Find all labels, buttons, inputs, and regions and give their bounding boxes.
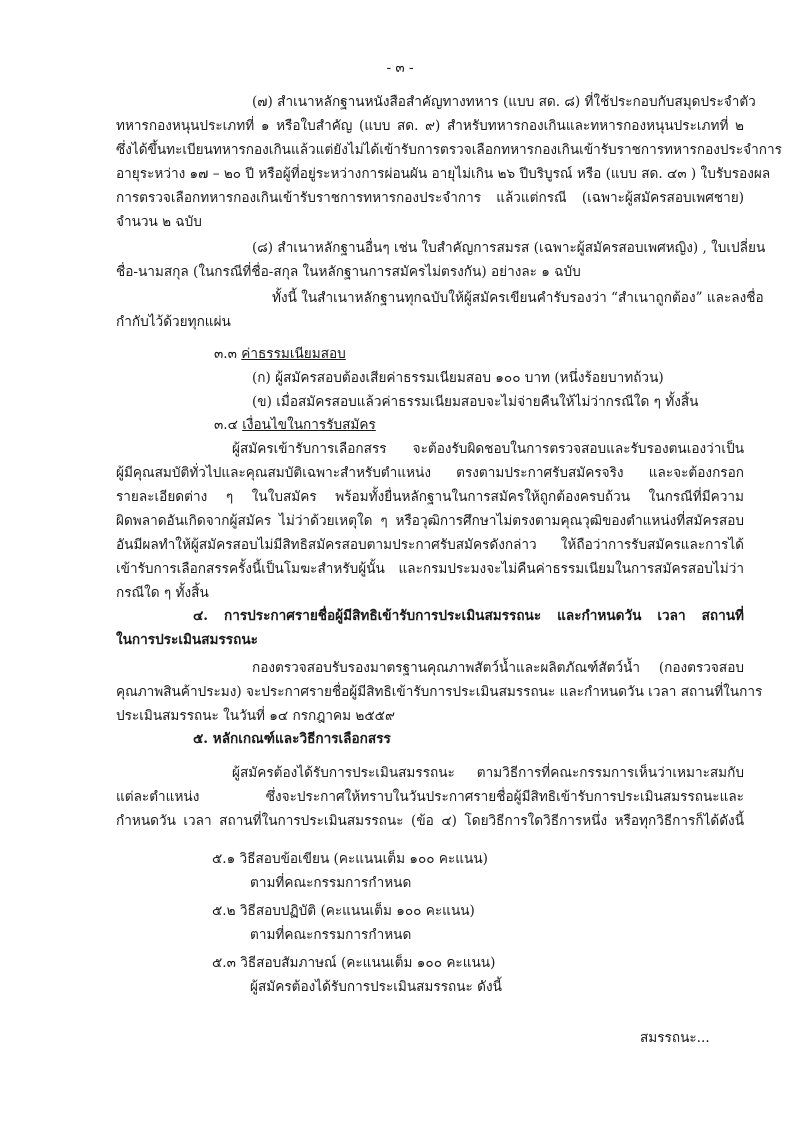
conditions-line-7: กรณีใด ๆ ทั้งสิ้น — [116, 585, 209, 601]
section-3-3-heading — [214, 342, 346, 366]
section-4-heading-line-2: ในการประเมินสมรรถนะ — [116, 632, 258, 648]
section-3-4-title: เงื่อนไขในการรับสมัคร — [242, 417, 376, 433]
conditions-line-3: รายละเอียดต่าง ๆ ในใบสมัคร พร้อมทั้งยื่นหลักฐานในการสมัครให้ถูกต้องครบถ้วน ในกรณีที่มีความ — [116, 489, 744, 505]
section-5-line-3: กำหนดวัน เวลา สถานที่ในการประเมินสมรรถนะ (ข้อ ๔) โดยวิธีการใดวิธีการหนึ่ง หรือทุกวิธีการก็ได้ดังนี้ — [116, 813, 744, 829]
section-4-line-2: คุณภาพสินค้าประมง) จะประกาศรายชื่อผู้มีสิทธิเข้ารับการประเมินสมรรถนะ และกำหนดวัน เวลา สถานที่ในการ — [116, 684, 763, 700]
method-5-3-title: ๕.๓ วิธีสอบสัมภาษณ์ (คะแนนเต็ม ๑๐๐ คะแนน) — [212, 955, 496, 971]
section-4-heading-line-1: ๔. การประกาศรายชื่อผู้มีสิทธิเข้ารับการประเมินสมรรถนะ และกำหนดวัน เวลา สถานที่ — [193, 608, 744, 624]
page-number: - ๓ - — [386, 60, 414, 76]
fee-item-a: (ก) ผู้สมัครสอบต้องเสียค่าธรรมเนียมสอบ ๑๐๐ บาท (หนึ่งร้อยบาทถ้วน) — [252, 370, 664, 386]
section-4-line-1: กองตรวจสอบรับรองมาตรฐานคุณภาพสัตว์น้ำและผลิตภัณฑ์สัตว์น้ำ (กองตรวจสอบ — [252, 660, 744, 676]
section-3-3-number: ๓.๓ — [214, 346, 237, 362]
method-5-2-title: ๕.๒ วิธีสอบปฏิบัติ (คะแนนเต็ม ๑๐๐ คะแนน) — [212, 903, 475, 919]
conditions-line-4: ผิดพลาดอันเกิดจากผู้สมัคร ไม่ว่าด้วยเหตุใด ๆ หรือวุฒิการศึกษาไม่ตรงตามคุณวุฒิของตำแหน่งที่สมัครสอบ — [116, 513, 744, 529]
certify-line-1: ทั้งนี้ ในสำเนาหลักฐานทุกฉบับให้ผู้สมัครเขียนคำรับรองว่า “สำเนาถูกต้อง” และลงชื่อ — [272, 290, 764, 306]
fee-item-b: (ข) เมื่อสมัครสอบแล้วค่าธรรมเนียมสอบจะไม่จ่ายคืนให้ไม่ว่ากรณีใด ๆ ทั้งสิ้น — [252, 394, 699, 410]
conditions-line-6: เข้ารับการเลือกสรรครั้งนี้เป็นโมฆะสำหรับผู้นั้น และกรมประมงจะไม่คืนค่าธรรมเนียมในการสมัครสอบไม่ว่า — [116, 561, 744, 577]
para-7-line-6: จำนวน ๒ ฉบับ — [116, 214, 202, 230]
conditions-line-5: อันมีผลทำให้ผู้สมัครสอบไม่มีสิทธิสมัครสอบตามประกาศรับสมัครดังกล่าว ให้ถือว่าการรับสมัครและการได้ — [116, 537, 744, 553]
section-3-4-heading — [214, 413, 376, 437]
para-8-line-2: ชื่อ-นามสกุล (ในกรณีที่ชื่อ-สกุล ในหลักฐานการสมัครไม่ตรงกัน) อย่างละ ๑ ฉบับ — [116, 264, 581, 280]
para-7-line-4: อายุระหว่าง ๑๗ – ๒๐ ปี หรือผู้ที่อยู่ระหว่างการผ่อนผัน อายุไม่เกิน ๒๖ ปีบริบูรณ์ หรือ (แบบ สด. ๔๓ ) ใบรับรองผล — [116, 166, 771, 182]
para-7-line-2: ทหารกองหนุนประเภทที่ ๑ หรือใบสำคัญ (แบบ สด. ๙) สำหรับทหารกองเกินและทหารกองหนุนประเภทที่ ๒ — [116, 118, 744, 134]
conditions-line-2: ผู้มีคุณสมบัติทั่วไปและคุณสมบัติเฉพาะสำหรับตำแหน่ง ตรงตามประกาศรับสมัครจริง และจะต้องกรอก — [116, 465, 744, 481]
section-5-line-2: แต่ละตำแหน่ง ซึ่งจะประกาศให้ทราบในวันประกาศรายชื่อผู้มีสิทธิเข้ารับการประเมินสมรรถนะและ — [116, 789, 744, 805]
section-3-4-number: ๓.๔ — [214, 417, 238, 433]
continuation-text: สมรรถนะ... — [640, 1030, 710, 1046]
method-5-1-detail: ตามที่คณะกรรมการกำหนด — [250, 875, 412, 891]
method-5-1-title: ๕.๑ วิธีสอบข้อเขียน (คะแนนเต็ม ๑๐๐ คะแนน) — [212, 851, 488, 867]
certify-line-2: กำกับไว้ด้วยทุกแผ่น — [116, 314, 231, 330]
section-3-3-title: ค่าธรรมเนียมสอบ — [241, 346, 346, 362]
section-5-heading: ๕. หลักเกณฑ์และวิธีการเลือกสรร — [193, 731, 391, 747]
method-5-2-detail: ตามที่คณะกรรมการกำหนด — [250, 927, 412, 943]
para-7-line-3: ซึ่งได้ขึ้นทะเบียนทหารกองเกินแล้วแต่ยังไม่ได้เข้ารับการตรวจเลือกทหารกองเกินเข้ารับราชการทหารกองประจำการ — [116, 142, 782, 158]
para-8-line-1: (๘) สำเนาหลักฐานอื่นๆ เช่น ใบสำคัญการสมรส (เฉพาะผู้สมัครสอบเพศหญิง) , ใบเปลี่ยน — [252, 240, 766, 256]
method-5-3-detail: ผู้สมัครต้องได้รับการประเมินสมรรถนะ ดังนี้ — [250, 979, 502, 995]
para-7-line-5: การตรวจเลือกทหารกองเกินเข้ารับราชการทหารกองประจำการ แล้วแต่กรณี (เฉพาะผู้สมัครสอบเพศชาย) — [116, 190, 744, 206]
section-4-line-3: ประเมินสมรรถนะ ในวันที่ ๑๔ กรกฎาคม ๒๕๕๙ — [116, 708, 395, 724]
conditions-line-1: ผู้สมัครเข้ารับการเลือกสรร จะต้องรับผิดชอบในการตรวจสอบและรับรองตนเองว่าเป็น — [232, 441, 744, 457]
para-7-line-1: (๗) สำเนาหลักฐานหนังสือสำคัญทางทหาร (แบบ สด. ๘) ที่ใช้ประกอบกับสมุดประจำตัว — [252, 94, 756, 110]
section-5-line-1: ผู้สมัครต้องได้รับการประเมินสมรรถนะ ตามวิธีการที่คณะกรรมการเห็นว่าเหมาะสมกับ — [232, 765, 744, 781]
